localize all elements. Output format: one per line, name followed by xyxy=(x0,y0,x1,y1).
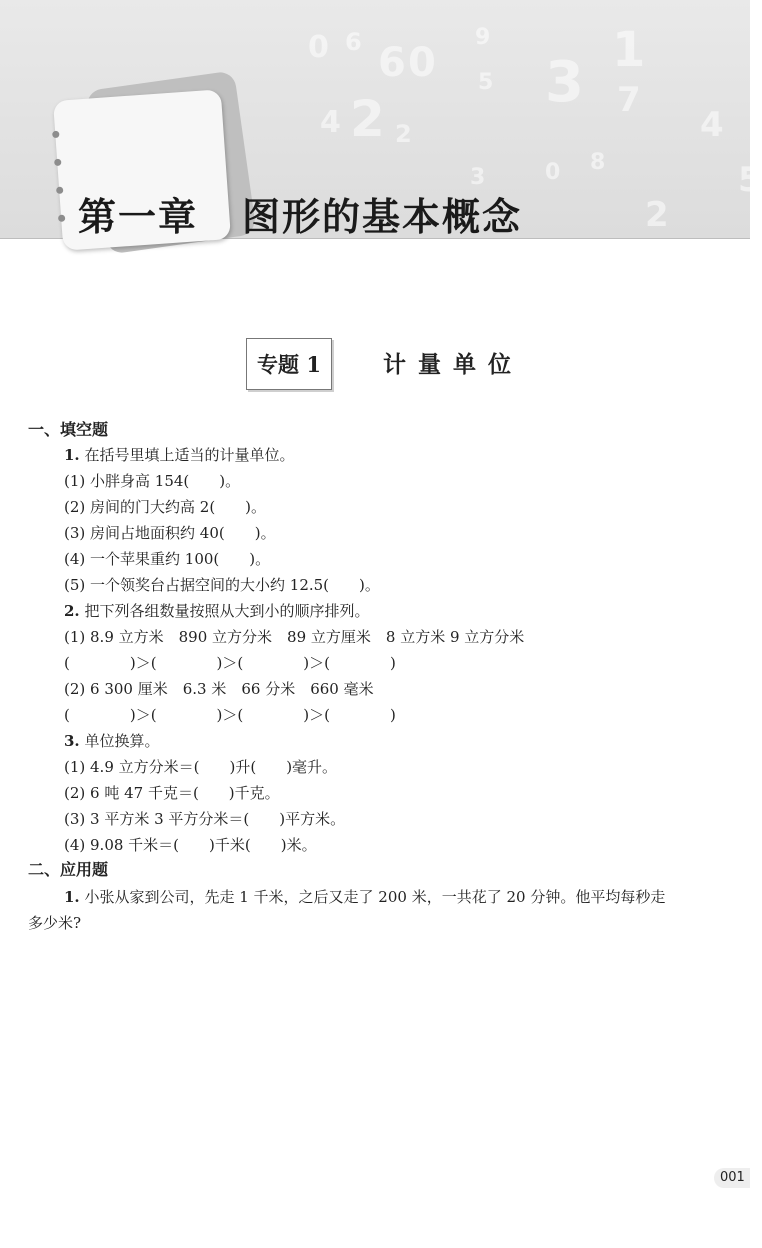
background-digit: 5 xyxy=(478,70,494,95)
chapter-name: 图形的基本概念 xyxy=(242,195,523,239)
question-text: 单位换算。 xyxy=(84,732,160,750)
question-2-order-blanks-2: ( )＞( )＞( )＞( ) xyxy=(64,706,396,724)
question-3-item-1: (1) 4.9 立方分米＝( )升( )毫升。 xyxy=(64,758,338,776)
question-2-group-1: (1) 8.9 立方米 890 立方分米 89 立方厘米 8 立方米 9 立方分米 xyxy=(64,628,525,646)
background-digit: 2 xyxy=(645,195,669,235)
chapter-number: 第一章 xyxy=(78,195,199,239)
question-number: 3. xyxy=(64,732,80,750)
question-3-item-3: (3) 3 平方米 3 平方分米＝( )平方米。 xyxy=(64,810,346,828)
topic-title: 计量单位 xyxy=(383,351,523,378)
background-digit: 4 xyxy=(700,105,724,145)
background-digit: 3 xyxy=(470,165,486,190)
background-digit: 4 xyxy=(320,105,341,140)
background-digit: 5 xyxy=(738,160,762,200)
question-3-item-4: (4) 9.08 千米＝( )千米( )米。 xyxy=(64,836,317,854)
section-heading: 二、应用题 xyxy=(28,860,109,879)
background-digit: 0 xyxy=(308,30,329,65)
notebook-ring-icon xyxy=(56,187,63,194)
question-2-group-2: (2) 6 300 厘米 6.3 米 66 分米 660 毫米 xyxy=(64,680,374,698)
question-1-item-4: (4) 一个苹果重约 100( )。 xyxy=(64,550,271,568)
notebook-ring-icon xyxy=(54,159,61,166)
question-1-item-5: (5) 一个领奖台占据空间的大小约 12.5( )。 xyxy=(64,576,380,594)
background-digit: 0 xyxy=(545,160,561,185)
page-number: 001 xyxy=(714,1168,750,1188)
chapter-header xyxy=(0,0,762,239)
background-digit: 6 xyxy=(378,40,406,86)
question-3-item-2: (2) 6 吨 47 千克＝( )千克。 xyxy=(64,784,280,802)
background-digit: 9 xyxy=(475,25,491,50)
background-digit: 8 xyxy=(590,150,606,175)
question-3 xyxy=(64,731,159,751)
question-number: 1. xyxy=(64,446,80,464)
background-digit: 6 xyxy=(345,28,362,56)
background-digit: 7 xyxy=(617,80,641,120)
question-1-item-3: (3) 房间占地面积约 40( )。 xyxy=(64,524,276,542)
background-digit: 3 xyxy=(545,50,584,115)
topic-label: 专题 1 xyxy=(257,352,321,377)
topic-label-box xyxy=(246,338,332,390)
question-text: 小张从家到公司，先走 1 千米，之后又走了 200 米，一共花了 20 分钟。他平均每秒走 xyxy=(84,888,666,906)
question-number: 1. xyxy=(64,888,80,906)
background-digit: 0 xyxy=(408,40,436,86)
section-heading: 一、填空题 xyxy=(28,420,109,439)
question-1-item-1: (1) 小胖身高 154( )。 xyxy=(64,472,241,490)
chapter-title xyxy=(78,186,522,241)
question-number: 2. xyxy=(64,602,80,620)
question-text: 在括号里填上适当的计量单位。 xyxy=(84,446,295,464)
question-text: 把下列各组数量按照从大到小的顺序排列。 xyxy=(84,602,370,620)
background-digit: 2 xyxy=(395,120,412,148)
question-1-item-2: (2) 房间的门大约高 2( )。 xyxy=(64,498,267,516)
application-question-1-continued: 多少米? xyxy=(28,914,82,932)
question-2-order-blanks-1: ( )＞( )＞( )＞( ) xyxy=(64,654,396,672)
notebook-ring-icon xyxy=(52,131,59,138)
question-1 xyxy=(64,445,294,465)
background-digit: 2 xyxy=(350,90,385,148)
question-2 xyxy=(64,601,369,621)
application-question-1 xyxy=(64,887,665,907)
notebook-ring-icon xyxy=(58,214,65,221)
background-digit: 1 xyxy=(612,22,646,78)
